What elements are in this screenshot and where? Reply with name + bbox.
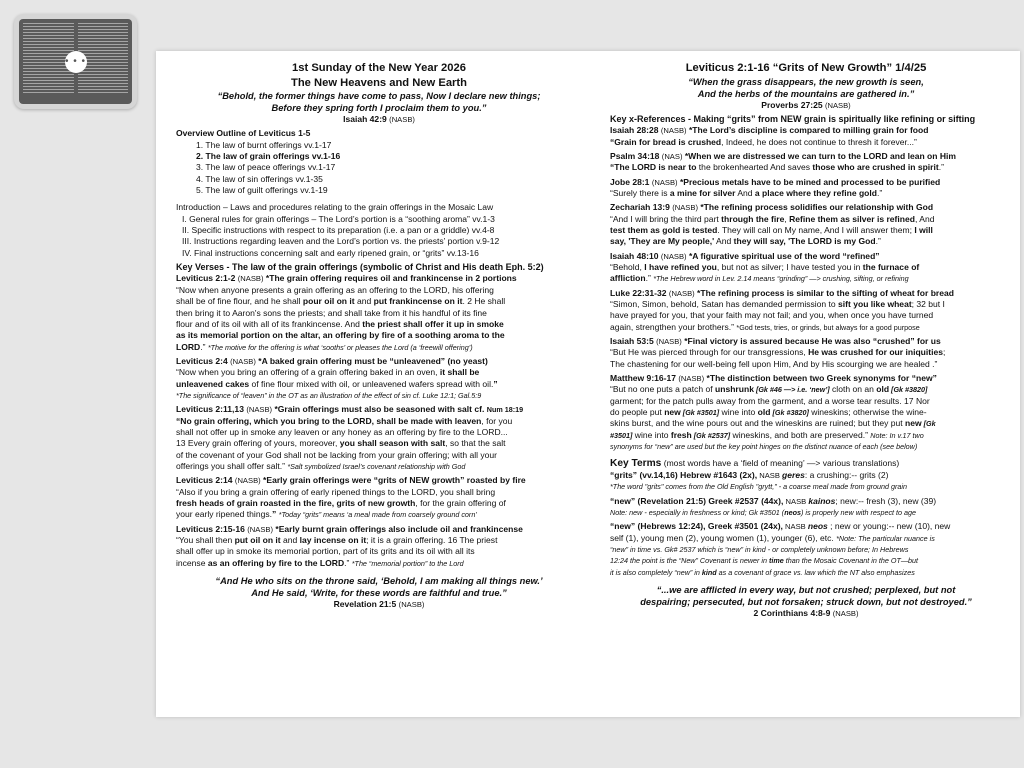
key-verse-5: Leviticus 2:15-16 (NASB) *Early burnt grain offerings also include oil and frankincense “You shall then put oil on it and lay incense on it; it is a grain offering. 16 The priest shall offer up in smoke its memorial portion, part of its grits and its oil with all its incense as an offering by fire to the LORD.” *The “memorial portion” to the Lord (176, 523, 523, 568)
document-page (156, 51, 1020, 717)
closing-quote-line2: despairing; persecuted, but not forsaken; struck down, but not destroyed.” (640, 596, 972, 607)
list-item: 2. The law of grain offerings vv.1-16 (196, 151, 341, 162)
key-verse-2: Leviticus 2:4 (NASB) *A baked grain offering must be “unleavened” (no yeast) “Now when you bring an offering of a grain offering baked in an oven, it shall be unleavened cakes of fine flour mixed with oil, or unleavened wafers spread with oil.” *The significance of “leaven” in the OT as an illustration of the effect of sin cf. Luke 12:1; Gal.5:9 (176, 355, 498, 400)
proverb-quote-line2: And the herbs of the mountains are gathered in.” (697, 88, 915, 99)
xref-5: Isaiah 48:10 (NASB) *A figurative spiritual use of the word “refined” “Behold, I have refined you, but not as silver; I have tested you in the furnace of affliction.” *The Hebrew word in Lev. 2.14 means “grinding” —> crushing, sifting, or refining (610, 250, 920, 284)
opening-quote-line1: “Behold, the former things have come to pass, Now I declare new things; (217, 91, 541, 101)
right-title: Leviticus 2:1-16 “Grits of New Growth” 1/4/25 (685, 62, 927, 74)
list-item: III. Instructions regarding leaven and the Lord’s portion vs. the priests’ portion v.9-12 (182, 236, 500, 247)
key-verse-3: Leviticus 2:11,13 (NASB) *Grain offerings must also be seasoned with salt cf. Num 18:19 “No grain offering, which you bring to the LORD, shall be made with leaven, for you shall not offer up in smoke any leaven or any honey as an offering by fire to the LORD... 13 Every grain offering of yours, moreover, you shall season with salt, so that the salt of the covenant of your God shall not be lacking from your grain offering; with all your offerings you shall offer salt.” *Salt symbolized Israel’s covenant relationship with God (176, 404, 524, 471)
list-item: 4. The law of sin offerings vv.1-35 (196, 173, 323, 184)
term-2: “new” (Revelation 21:5) Greek #2537 (44x), NASB kainos; new:-- fresh (3), new (39) Note: new - especially in freshness or kind; Gk #3501 (neos) is properly new with respect to age (610, 495, 937, 517)
xref-4: Zechariah 13:9 (NASB) *The refining process solidifies our relationship with God “And I will bring the third part through the fire, Refine them as silver is refined, And test them as gold is tested. They will call on My name, And I will answer them; I will say, 'They are My people,' And they will say, 'The LORD is my God.” (610, 202, 935, 247)
opening-quote-ref: Isaiah 42:9 (NASB) (343, 114, 415, 124)
left-column (176, 61, 582, 610)
xref-8: Matthew 9:16-17 (NASB) *The distinction between two Greek synonyms for “new” “But no one puts a patch of unshrunk [Gk #46 —> i.e. ‘new’] cloth on an old [Gk #3820] garment; for the patch pulls away from the garment, and a worse tear results. 17 Nor do people put new [Gk #3501] wine into old [Gk #3820] wineskins; otherwise the wine- skins burst, and the wine pours out and the wineskins are ruined; but they put new [Gk #3501] wine into fresh [Gk #2537] wineskins, and both are preserved.” Note: In v.17 two synonyms for “new” are used but the key point hinges on the distinct nuance of each (see below) (610, 373, 937, 452)
page-thumbnail[interactable] (14, 14, 137, 109)
list-item: 3. The law of peace offerings vv.1-17 (196, 162, 336, 173)
xref-6: Luke 22:31-32 (NASB) *The refining process is similar to the sifting of wheat for bread “Simon, Simon, behold, Satan has demanded permission to sift you like wheat; 32 but I have prayed for you, that your faith may not fail; and you, when once you have turned again, strengthen your brothers.” *God tests, tries, or grinds, but always for a good purpose (610, 287, 954, 332)
closing-quote-ref: Revelation 21:5 (NASB) (333, 599, 425, 610)
list-item: IV. Final instructions concerning salt and early ripened grain, or “grits” vv.13-16 (182, 247, 479, 258)
proverb-quote-line1: “When the grass disappears, the new growth is seen, (688, 76, 924, 87)
left-title: 1st Sunday of the New Year 2026 (292, 62, 466, 74)
list-item: 5. The law of guilt offerings vv.1-19 (196, 185, 328, 196)
outline-list (176, 140, 582, 197)
key-verse-4: Leviticus 2:14 (NASB) *Early grain offerings were “grits of NEW growth” roasted by fire “Also if you bring a grain offering of early ripened things to the LORD, you shall bring fresh heads of grain roasted in the fire, grits of new growth, for the grain offering of your early ripened things.” *Today “grits” means ‘a meal made from coarsely ground corn’ (176, 475, 526, 520)
term-3: “new” (Hebrews 12:24), Greek #3501 (24x), NASB neos ; new or young:-- new (10), new self (1), young men (2), young women (1), younger (6), etc. *Note: The particular nuance is “new” in time vs. Gk# 2537 which is “new” in kind - or completely unknown before; In Hebrews 12:24 the point is the “New” Covenant is newer in time than the Mosaic Covenant in the OT—but it is also completely “new” in kind as a covenant of grace vs. law which the NT also emphasizes (610, 521, 951, 577)
key-terms-title: Key Terms (most words have a ‘field of meaning’ —> various translations) (610, 458, 900, 470)
xref-7: Isaiah 53:5 (NASB) *Final victory is assured because He was also “crushed” for us “But He was pierced through for our transgressions, He was crushed for our iniquities; The chastening for our well-being fell upon Him, And by His scourging we are healed .” (610, 336, 946, 369)
xref-1: Isaiah 28:28 (NASB) *The Lord’s discipline is compared to milling grain for food “Grain for bread is crushed, Indeed, he does not continue to thresh it forever...” (610, 125, 929, 147)
list-item: II. Specific instructions with respect to its preparation (i.e. a pan or a griddle) vv.4-8 (182, 225, 495, 236)
right-column (610, 61, 1002, 619)
introduction: Introduction – Laws and procedures relating to the grain offerings in the Mosaic Law (176, 202, 494, 213)
closing-quote-line2: And He said, ‘Write, for these words are faithful and true.” (251, 588, 507, 599)
xref-3: Jobe 28:1 (NASB) *Precious metals have to be mined and processed to be purified “Surely there is a mine for silver And a place where they refine gold.” (610, 176, 941, 198)
left-subtitle: The New Heavens and New Earth (291, 76, 467, 89)
key-verses-title: Key Verses - The law of the grain offerings (symbolic of Christ and His death Eph. 5:2) (176, 262, 544, 273)
list-item: I. General rules for grain offerings – The Lord’s portion is a “soothing aroma” vv.1-3 (182, 213, 495, 224)
proverb-quote-ref: Proverbs 27:25 (NASB) (761, 99, 851, 110)
term-1: “grits” (vv.14,16) Hebrew #1643 (2x), NASB geres: a crushing:-- grits (2) *The word "grits" comes from the Old English "grytt," - a coarse meal made from ground grain (610, 469, 908, 492)
xref-2: Psalm 34:18 (NAS) *When we are distressed we can turn to the LORD and lean on Him “The LORD is near to the brokenhearted And saves those who are crushed in spirit.” (610, 150, 957, 173)
intro-list (176, 214, 582, 259)
closing-quote-line1: “...we are afflicted in every way, but not crushed; perplexed, but not (656, 584, 956, 595)
more-options-icon[interactable]: • • • (65, 51, 87, 73)
closing-quote-line1: “And He who sits on the throne said, ‘Behold, I am making all things new.’ (215, 576, 543, 587)
key-verse-1: Leviticus 2:1-2 (NASB) *The grain offering requires oil and frankincense in 2 portions “Now when anyone presents a grain offering as an offering to the LORD, his offering shall be of fine flour, and he shall pour oil on it and put frankincense on it. 2 He shall then bring it to Aaron's sons the priests; and shall take from it his handful of its fine flour and of its oil with all of its frankincense. And the priest shall offer it up in smoke as its memorial portion on the altar, an offering by fire of a soothing aroma to the LORD.” *The motive for the offering is what ‘sooths’ or pleases the Lord (a ‘freewill offering’) (176, 273, 517, 352)
xref-title: Key x-References - Making “grits” from NEW grain is spiritually like refining or sifting (610, 113, 976, 124)
list-item: 1. The law of burnt offerings vv.1-17 (196, 139, 332, 150)
outline-title: Overview Outline of Leviticus 1-5 (176, 128, 311, 139)
opening-quote-line2: Before they spring forth I proclaim them to you.” (271, 103, 487, 113)
closing-quote-ref: 2 Corinthians 4:8-9 (NASB) (753, 607, 859, 618)
